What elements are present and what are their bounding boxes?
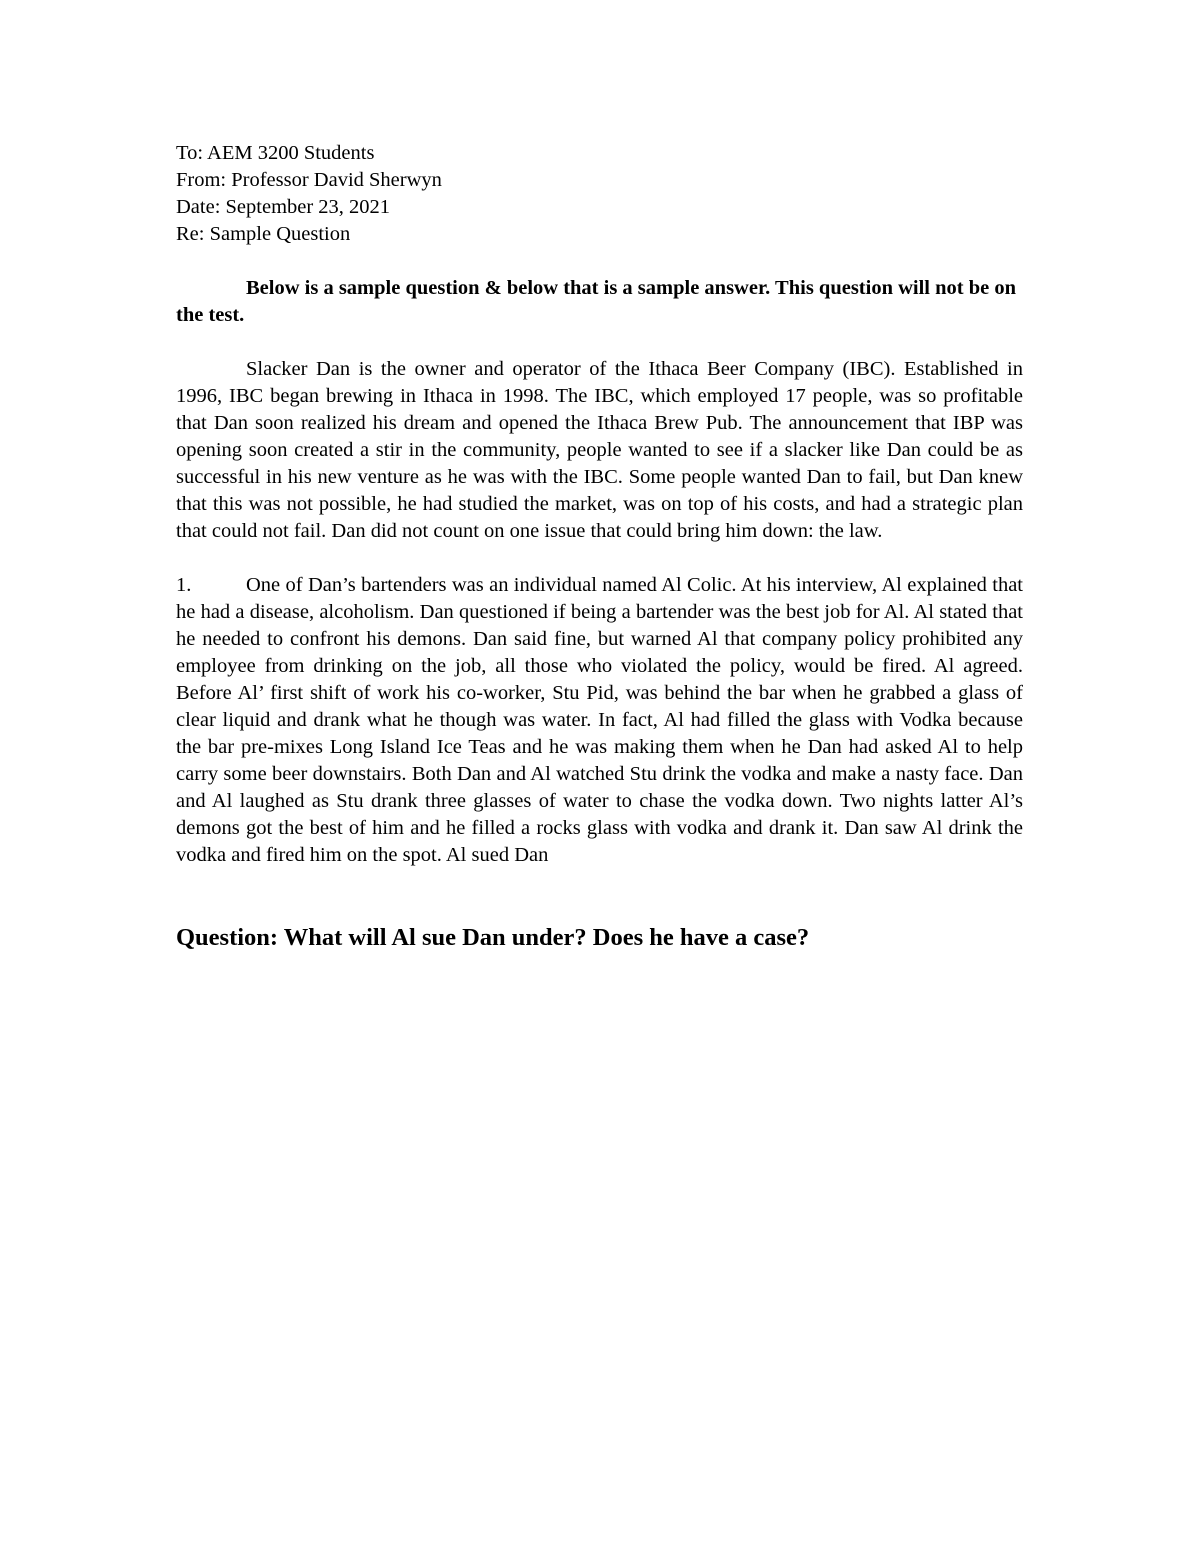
notice-text: Below is a sample question & below that is a sample answer. This question will not be on the test. (176, 277, 1017, 326)
fact-pattern-paragraph (176, 572, 1023, 869)
memo-to: To: AEM 3200 Students (176, 142, 375, 164)
question-heading: Question: What will Al sue Dan under? Does he have a case? (176, 924, 810, 951)
paragraph-number: 1. (176, 574, 192, 596)
memo-header (176, 140, 1023, 248)
fact-pattern-text: One of Dan’s bartenders was an individual named Al Colic. At his interview, Al explained that he had a disease, alcoholism. Dan questioned if being a bartender was the best job for Al. Al stated that he needed to confront his demons. Dan said fine, but warned Al that company policy prohibited any employee from drinking on the job, all those who violated the policy, would be fired. Al agreed. Before Al’ first shift of work his co-worker, Stu Pid, was behind the bar when he grabbed a glass of clear liquid and drank what he though was water. In fact, Al had filled the glass with Vodka because the bar pre-mixes Long Island Ice Teas and he was making them when he Dan had asked Al to help carry some beer downstairs. Both Dan and Al watched Stu drink the vodka and make a nasty face. Dan and Al laughed as Stu drank three glasses of water to chase the vodka down. Two nights latter Al’s demons got the best of him and he filled a rocks glass with vodka and drank it. Dan saw Al drink the vodka and fired him on the spot. Al sued Dan (176, 574, 1023, 866)
memo-from: From: Professor David Sherwyn (176, 169, 442, 191)
memo-date: Date: September 23, 2021 (176, 196, 391, 218)
document-page (176, 140, 1023, 954)
intro-paragraph: Slacker Dan is the owner and operator of the Ithaca Beer Company (IBC). Established in 1996, IBC began brewing in Ithaca in 1998. The IBC, which employed 17 people, was so profitable that Dan soon realized his dream and opened the Ithaca Brew Pub. The announcement that IBP was opening soon created a stir in the community, people wanted to see if a slacker like Dan could be as successful in his new venture as he was with the IBC. Some people wanted Dan to fail, but Dan knew that this was not possible, he had studied the market, was on top of his costs, and had a strategic plan that could not fail. Dan did not count on one issue that could bring him down: the law. (176, 358, 1023, 542)
memo-re: Re: Sample Question (176, 223, 351, 245)
